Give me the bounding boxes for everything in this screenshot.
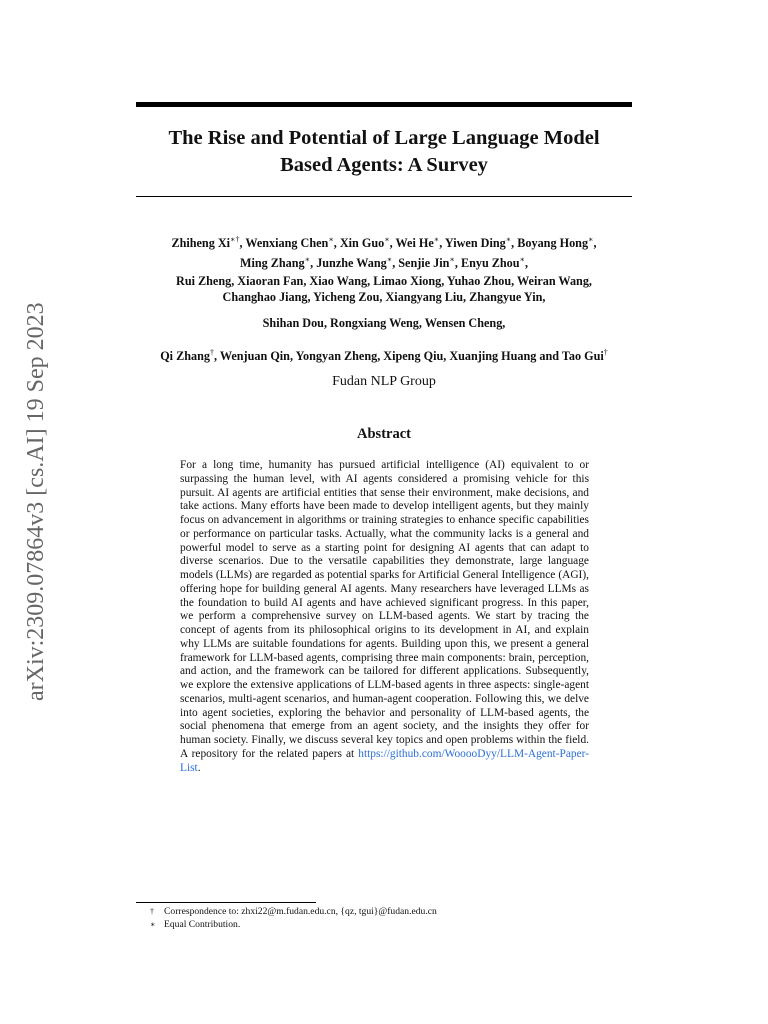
footnote-text: Equal Contribution. (164, 918, 241, 930)
author-name: Qi Zhang (160, 349, 210, 364)
author-name: Xin Guo (339, 236, 385, 251)
author-line: Shihan Dou, Rongxiang Weng, Wensen Cheng, (262, 316, 506, 330)
author-mark: † (209, 348, 214, 357)
author-name: Enyu Zhou (460, 255, 520, 270)
footnote-text: Correspondence to: zhxi22@m.fudan.edu.cn, {qz, tgui}@fudan.edu.cn (164, 906, 437, 917)
author-line-2: Ming Zhang∗, Junzhe Wang∗, Senjie Jin∗, Enyu Zhou∗, (239, 254, 529, 270)
title-line-2: Based Agents: A Survey (280, 154, 488, 176)
author-line: Rui Zheng, Xiaoran Fan, Xiao Wang, Limao Xiong, Yuhao Zhou, Weiran Wang, (176, 274, 592, 288)
author-mark: ∗ (386, 254, 393, 264)
footnote-equal-contribution (150, 919, 630, 932)
footnotes (150, 906, 630, 931)
author-name: Zhiheng Xi (171, 236, 231, 251)
abstract-body (180, 459, 589, 775)
author-group-1 (136, 232, 632, 271)
footnote-mark: † (150, 907, 154, 916)
author-mark: ∗ (304, 254, 311, 264)
author-name: Wenxiang Chen (245, 236, 329, 251)
footnote-correspondence (150, 906, 630, 919)
author-mark: ∗ (505, 235, 512, 244)
author-mark: ∗ (328, 235, 334, 244)
author-mark: ∗ (519, 254, 525, 264)
author-name: Yiwen Ding (444, 236, 506, 251)
affiliation: Fudan NLP Group (332, 374, 436, 389)
author-group-2 (136, 274, 632, 305)
author-group-4 (136, 345, 632, 365)
arxiv-identifier: arXiv:2309.07864v3 [cs.AI] 19 Sep 2023 (23, 302, 49, 702)
author-line (136, 345, 632, 365)
author-name: Ming Zhang (239, 255, 305, 270)
title-line-1: The Rise and Potential of Large Language Model (168, 127, 600, 149)
author-names: , Wenjuan Qin, Yongyan Zheng, Xipeng Qiu, Xuanjing Huang and Tao Gui (213, 349, 604, 364)
footnote-mark: ∗ (150, 919, 156, 929)
author-group-3 (136, 316, 632, 332)
top-rule (136, 102, 632, 107)
author-mark: ∗ (449, 254, 455, 264)
paper-title (136, 125, 632, 179)
author-name: Boyang Hong (517, 236, 589, 251)
abstract-heading: Abstract (357, 426, 411, 442)
abstract-text: For a long time, humanity has pursued artificial intelligence (AI) equivalent to or surpassing the human level, with AI agents considered a promising vehicle for this pursuit. AI agents are artificial entities that sense their environment, make decisions, and take actions. Many efforts have been made to develop intelligent agents, but they mainly focus on advancement in algorithms or training strategies to enhance specific capabilities or performance on particular tasks. Actually, what the community lacks is a general and powerful model to serve as a starting point for designing AI agents that can adapt to diverse scenarios. Due to the versatile capabilities they demonstrate, large language models (LLMs) are regarded as potential sparks for Artificial General Intelligence (AGI), offering hope for building general AI agents. Many researchers have leveraged LLMs as the foundation to build AI agents and have achieved significant progress. In this paper, we perform a comprehensive survey on LLM-based agents. We start by tracing the concept of agents from its philosophical origins to its development in AI, and explain why LLMs are suitable foundations for agents. Building upon this, we present a general framework for LLM-based agents, comprising three main components: brain, perception, and action, and the framework can be tailored for different applications. Subsequently, we explore the extensive applications of LLM-based agents in three aspects: single-agent scenarios, multi-agent scenarios, and human-agent cooperation. Following this, we delve into agent societies, exploring the behavior and personality of LLM-based agents, the social phenomena that emerge from an agent society, and the insights they offer for human society. Finally, we discuss several key topics and open problems within the field. A repository for the related papers at (180, 459, 589, 760)
author-line-1: Zhiheng Xi∗†, Wenxiang Chen∗, Xin Guo∗, Wei He∗, Yiwen Ding∗, Boyang Hong∗, (171, 235, 597, 251)
author-line: Changhao Jiang, Yicheng Zou, Xiangyang Liu, Zhangyue Yin, (222, 289, 546, 304)
author-name: Wei He (395, 236, 434, 251)
footnote-rule (136, 902, 316, 903)
author-mark: ∗ (433, 235, 440, 244)
abstract-end: . (197, 761, 201, 774)
author-name: Junzhe Wang (316, 255, 387, 270)
author-mark: † (603, 348, 608, 357)
author-mark: ∗† (230, 235, 240, 244)
repository-link[interactable]: https://github.com/WooooDyy/LLM-Agent-Paper-List (180, 747, 589, 774)
author-name: Senjie Jin (398, 255, 450, 270)
author-mark: ∗ (384, 235, 390, 244)
title-rule (136, 196, 632, 197)
author-mark: ∗ (588, 235, 594, 244)
